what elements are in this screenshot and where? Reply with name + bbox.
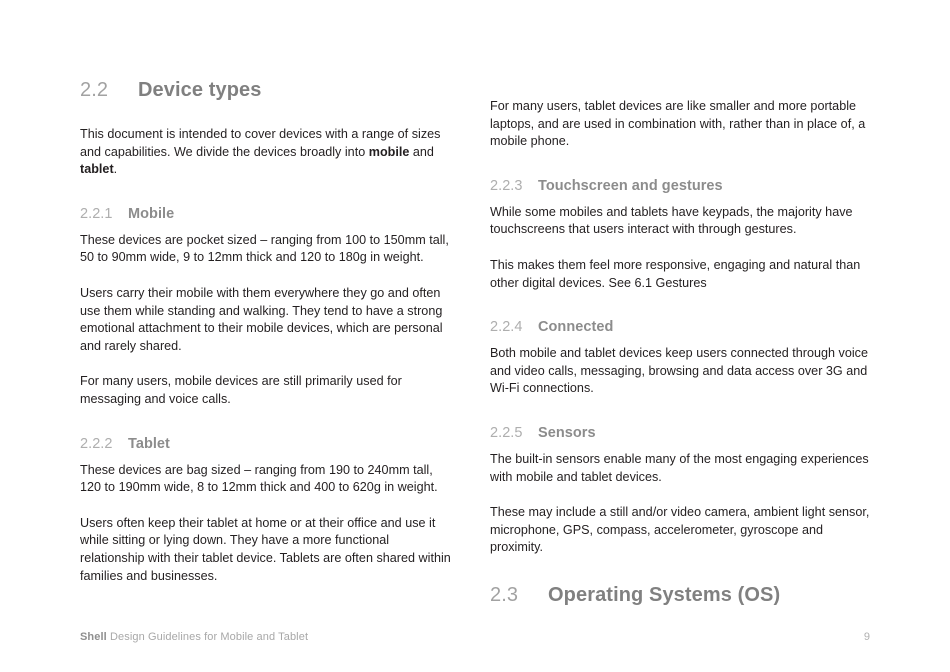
subsection-number: 2.2.3: [490, 177, 523, 194]
section-title: Operating Systems (OS): [548, 583, 781, 606]
subsection-title: Tablet: [128, 435, 170, 452]
subsection-number: 2.2.2: [80, 435, 113, 452]
section-heading-2-3: [490, 583, 870, 607]
intro-bold-mobile: mobile: [368, 144, 410, 159]
right-column: [490, 78, 870, 607]
subsection-number: 2.2.5: [490, 424, 523, 441]
paragraph: These may include a still and/or video camera, ambient light sensor, microphone, GPS, compass, accelerometer, gyroscope and proximity.: [490, 505, 870, 555]
left-column: [80, 78, 452, 607]
subsection-heading-2-2-2: [80, 435, 452, 453]
intro-end: .: [113, 162, 118, 177]
paragraph: Both mobile and tablet devices keep users connected through voice and video calls, messaging, browsing and data access over 3G and Wi-Fi connections.: [490, 346, 869, 396]
section-title: Device types: [138, 79, 262, 101]
subsection-heading-2-2-3: [490, 177, 870, 195]
paragraph: Users carry their mobile with them everywhere they go and often use them while standing and walking. They tend to have a strong emotional attachment to their mobile devices, which are personal and rarely shared.: [80, 285, 443, 353]
subsection-number: 2.2.4: [490, 319, 523, 336]
subsection-title: Touchscreen and gestures: [538, 177, 723, 194]
paragraph-continuation: For many users, tablet devices are like smaller and more portable laptops, and are used in combination with, rather than in place of, a mobile phone.: [490, 99, 866, 149]
footer-brand: Shell: [80, 631, 107, 643]
section-number: 2.2: [80, 79, 109, 101]
page-columns: [80, 78, 870, 607]
paragraph: The built-in sensors enable many of the most engaging experiences with mobile and tablet devices.: [490, 451, 869, 484]
paragraph: While some mobiles and tablets have keypads, the majority have touchscreens that users interact with through gestures.: [490, 204, 853, 237]
paragraph: For many users, mobile devices are still primarily used for messaging and voice calls.: [80, 374, 402, 406]
subsection-heading-2-2-1: [80, 205, 452, 223]
paragraph: These devices are bag sized – ranging from 190 to 240mm tall, 120 to 190mm wide, 8 to 12mm thick and 400 to 620g in weight.: [80, 462, 438, 495]
footer-document-title: [80, 630, 308, 644]
intro-bold-tablet: tablet: [80, 162, 114, 177]
footer-subtitle: Design Guidelines for Mobile and Tablet: [106, 631, 309, 643]
subsection-title: Connected: [538, 319, 614, 336]
subsection-number: 2.2.1: [80, 205, 113, 222]
section-heading-2-2: [80, 78, 452, 102]
intro-mid: and: [409, 144, 434, 159]
paragraph: These devices are pocket sized – ranging from 100 to 150mm tall, 50 to 90mm wide, 9 to 12mm thick and 120 to 180g in weight.: [80, 232, 449, 265]
intro-paragraph: [80, 126, 452, 179]
intro-lead: This document is intended to cover devices with a range of sizes and capabilities. We divide the devices broadly into: [80, 127, 441, 159]
section-number: 2.3: [490, 583, 519, 606]
subsection-title: Sensors: [538, 424, 596, 441]
page-footer: [80, 630, 870, 644]
paragraph: Users often keep their tablet at home or at their office and use it while sitting or lying down. They have a more functional relationship with their tablet device. Tablets are often shared within families and businesses.: [80, 515, 451, 583]
page-number: 9: [863, 631, 870, 643]
subsection-heading-2-2-4: [490, 318, 870, 336]
subsection-title: Mobile: [128, 205, 175, 222]
subsection-heading-2-2-5: [490, 424, 870, 442]
paragraph: This makes them feel more responsive, engaging and natural than other digital devices. See 6.1 Gestures: [490, 257, 861, 290]
